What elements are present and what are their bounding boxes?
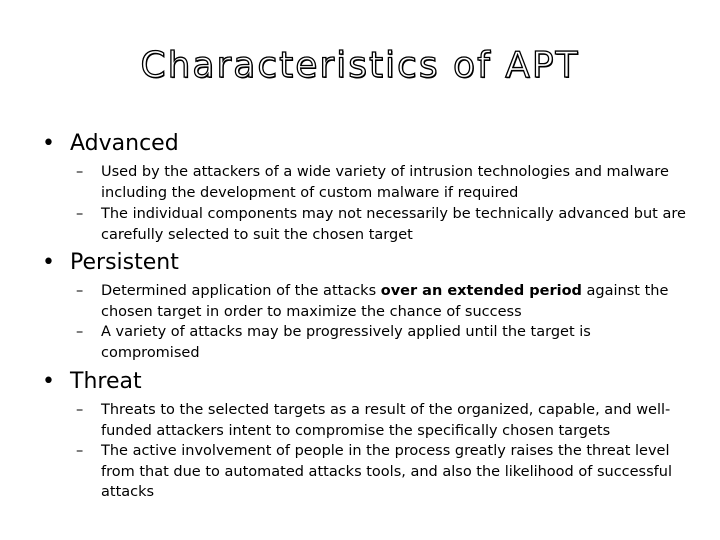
sub-item-text: Threats to the selected targets as a result of the organized, capable, and well-funded attackers intent to compromise the specifically chosen targets [101,402,671,439]
sub-item [76,441,686,503]
dash-icon: – [76,443,84,459]
bullet-icon: • [42,369,55,394]
dash-icon: – [76,283,84,299]
bullet-icon: • [42,131,55,156]
sub-item-text-part: against the chosen target in order to maximize the chance of success [101,283,669,320]
sub-item-text: The active involvement of people in the process greatly raises the threat level from that due to automated attacks tools, and also the likelihood of successful attacks [101,443,672,500]
sub-item-text: The individual components may not necessarily be technically advanced but are carefully selected to suit the chosen target [101,206,686,243]
bullet-heading: Threat [70,369,142,394]
bullet-heading: Advanced [70,131,179,156]
bullet-advanced [42,131,179,157]
bullet-persistent [42,250,179,276]
dash-icon: – [76,164,84,180]
dash-icon: – [76,324,84,340]
bullet-icon: • [42,250,55,275]
emphasis-text: over an extended period [380,283,582,299]
sub-item-text: Used by the attackers of a wide variety of intrusion technologies and malware including the development of custom malware if required [101,164,669,201]
sub-item [76,162,686,203]
sub-item-text-part: Determined application of the attacks [101,283,381,299]
bullet-threat [42,369,142,395]
sub-item [76,400,686,441]
sub-item-text: A variety of attacks may be progressively applied until the target is compromised [101,324,591,361]
sub-item [76,204,686,245]
sub-item [76,281,686,322]
bullet-heading: Persistent [70,250,179,275]
dash-icon: – [76,206,84,222]
sub-item [76,322,686,363]
dash-icon: – [76,402,84,418]
slide-title: Characteristics of APT [140,45,580,86]
sub-item-text [101,281,686,322]
